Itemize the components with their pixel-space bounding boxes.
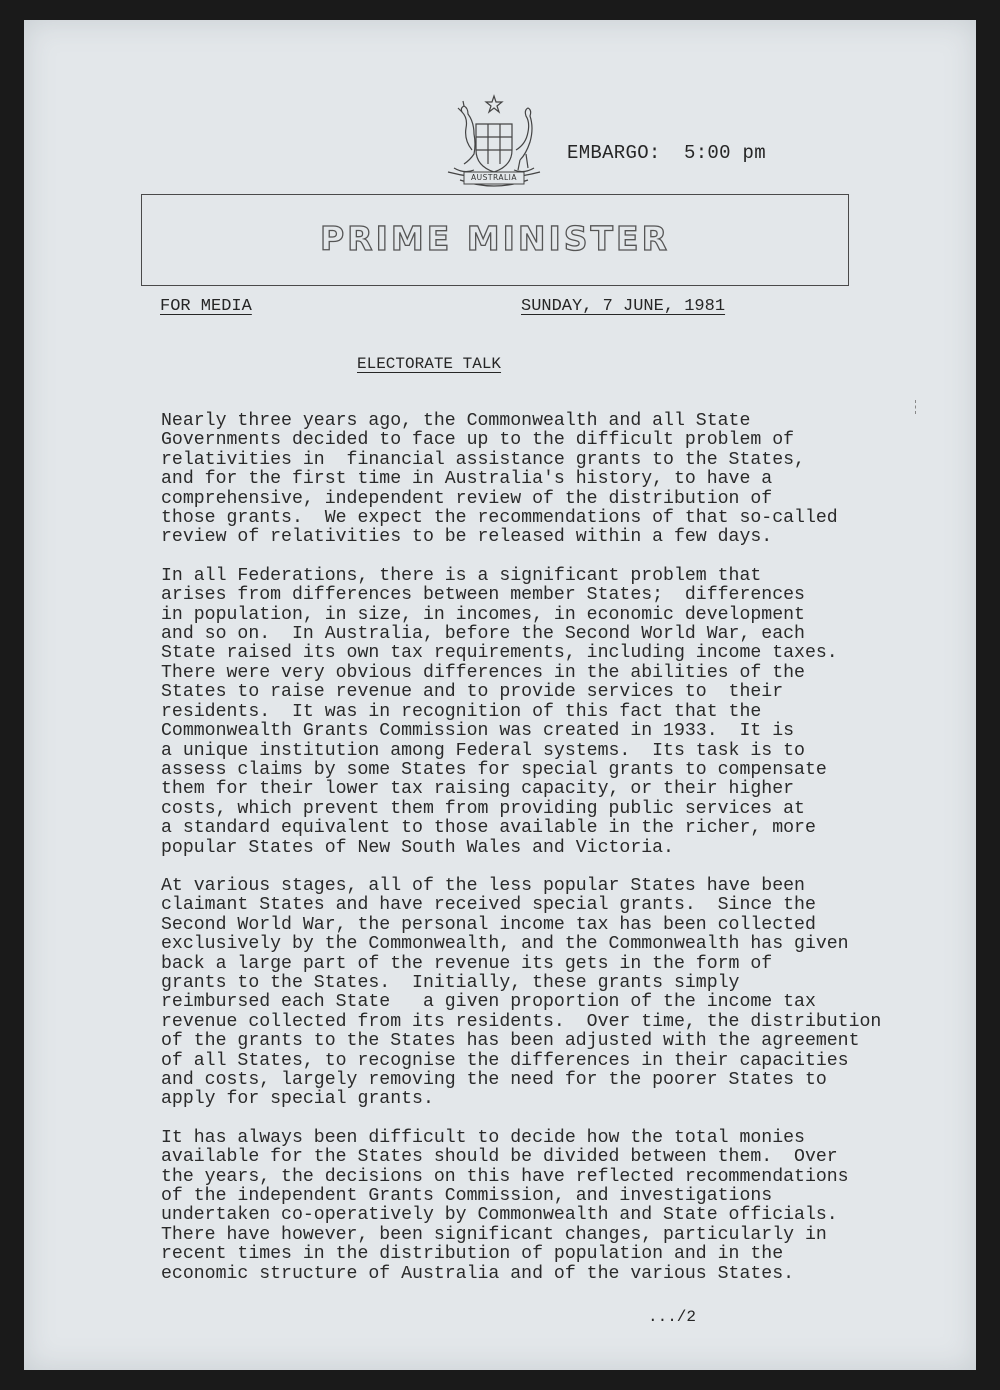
paragraph [161,877,951,1110]
text-line: At various stages, all of the less popular States have been [161,875,805,896]
text-line: the years, the decisions on this have reflected recommendations [161,1166,849,1187]
text-line: There have however, been significant changes, particularly in [161,1224,827,1245]
text-line: Commonwealth Grants Commission was created in 1933. It is [161,721,795,742]
coat-of-arms-emblem [424,88,564,196]
text-line: popular States of New South Wales and Victoria. [161,837,674,858]
paragraph [161,412,951,548]
text-line: grants to the States. Initially, these grants simply [161,972,740,993]
text-line: relativities in financial assistance grants to the States, [161,449,805,470]
text-line: of all States, to recognise the differences in their capacities [161,1050,849,1071]
text-line: reimbursed each State a given proportion of the income tax [161,992,816,1013]
text-line: apply for special grants. [161,1089,434,1110]
release-date: SUNDAY, 7 JUNE, 1981 [521,297,726,316]
text-line: residents. It was in recognition of this fact that the [161,701,762,722]
text-line: comprehensive, independent review of the distribution of [161,488,773,509]
text-line: costs, which prevent them from providing public services at [161,798,805,819]
text-line: undertaken co-operatively by Commonwealth and State officials. [161,1205,838,1226]
banner-title: PRIME MINISTER [320,219,670,258]
text-line: of the independent Grants Commission, and investigations [161,1186,773,1207]
text-line: arises from differences between member States; differences [161,585,805,606]
for-media-label: FOR MEDIA [160,297,252,316]
text-line: It has always been difficult to decide how the total monies [161,1127,805,1148]
text-line: There were very obvious differences in the abilities of the [161,662,805,683]
page-continuation-marker: .../2 [648,1308,697,1326]
text-line: economic structure of Australia and of the various States. [161,1263,795,1284]
paragraph [161,567,951,858]
embargo-notice: EMBARGO: 5:00 pm [567,142,766,164]
title-banner [141,194,849,286]
text-line: of the grants to the States has been adjusted with the agreement [161,1031,860,1052]
text-line: and costs, largely removing the need for the poorer States to [161,1070,827,1090]
text-line: State raised its own tax requirements, including income taxes. [161,643,838,664]
text-line: those grants. We expect the recommendations of that so-called [161,508,838,529]
text-line: In all Federations, there is a significant problem that [161,565,762,586]
text-line: review of relativities to be released within a few days. [161,527,773,548]
text-line: States to raise revenue and to provide services to their [161,682,784,703]
text-line: in population, in size, in incomes, in economic development [161,604,805,625]
paragraph [161,1129,951,1284]
text-line: back a large part of the revenue its gets in the form of [161,953,773,974]
text-line: and for the first time in Australia's history, to have a [161,469,773,490]
text-line: available for the States should be divided between them. Over [161,1147,838,1168]
text-line: recent times in the distribution of population and in the [161,1244,784,1265]
text-line: Nearly three years ago, the Commonwealth and all State [161,411,751,431]
text-line: a standard equivalent to those available in the richer, more [161,818,816,839]
text-line: exclusively by the Commonwealth, and the Commonwealth has given [161,934,849,955]
text-line: Governments decided to face up to the difficult problem of [161,430,795,451]
text-line: them for their lower tax raising capacity, or their higher [161,779,795,800]
text-line: claimant States and have received special grants. Since the [161,895,816,916]
text-line: assess claims by some States for special grants to compensate [161,759,827,780]
text-line: a unique institution among Federal systems. Its task is to [161,740,805,761]
text-line: revenue collected from its residents. Over time, the distribution [161,1011,882,1032]
text-line: Second World War, the personal income tax has been collected [161,914,816,935]
crest-label: AUSTRALIA [470,173,518,182]
document-page [24,20,976,1370]
subject-heading: ELECTORATE TALK [357,355,502,373]
text-line: and so on. In Australia, before the Second World War, each [161,624,805,645]
body-text [161,412,951,1303]
